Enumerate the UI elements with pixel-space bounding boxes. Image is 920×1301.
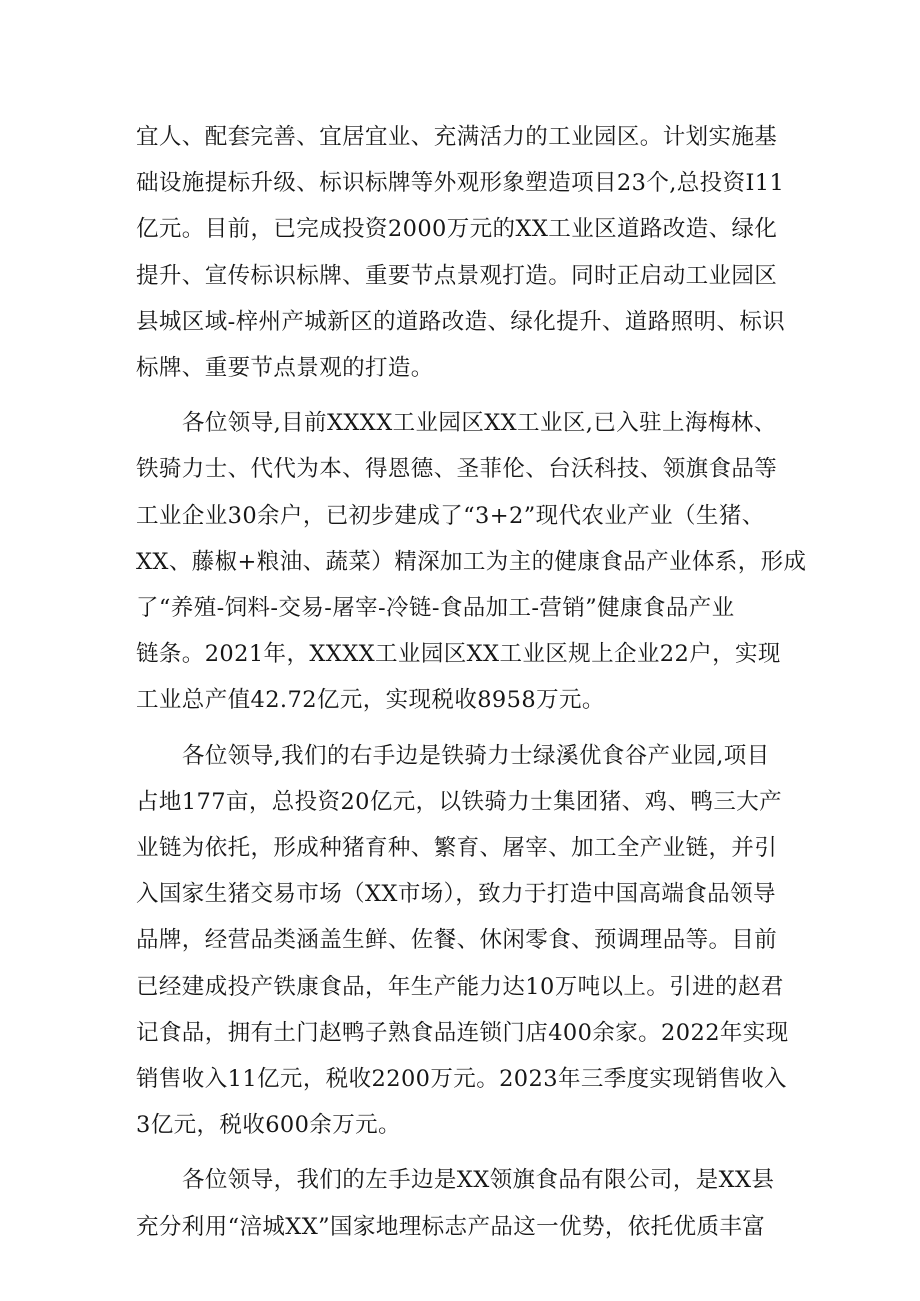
text-line: 础设施提标升级、标识标牌等外观形象塑造项目23个,总投资I11 xyxy=(136,170,785,197)
text-line: 铁骑力士、代代为本、得恩德、圣菲伦、台沃科技、领旗食品等 xyxy=(136,456,778,483)
text-line: 各位领导，我们的左手边是XX领旗食品有限公司，是XX县 xyxy=(182,1167,775,1194)
text-line: 链条。2021年，XXXX工业园区XX工业区规上企业22户，实现 xyxy=(136,641,781,668)
paragraph-enterprises-overview xyxy=(136,400,807,723)
text-line: 入国家生猪交易市场（XX市场），致力于打造中国高端食品领导 xyxy=(136,881,776,908)
text-line: 提升、宣传标识标牌、重要节点景观打造。同时正启动工业园区 xyxy=(136,262,778,289)
text-line: 3亿元，税收600余万元。 xyxy=(136,1112,401,1139)
text-line: 销售收入11亿元，税收2200万元。2023年三季度实现销售收入 xyxy=(136,1066,787,1093)
text-line: 充分利用“涪城XX”国家地理标志产品这一优势，依托优质丰富 xyxy=(136,1213,766,1240)
paragraph-industrial-park-upgrade xyxy=(136,114,792,391)
document-body xyxy=(136,114,807,1250)
text-line: 工业总产值42.72亿元，实现税收8958万元。 xyxy=(136,687,605,714)
text-line: 各位领导,我们的右手边是铁骑力士绿溪优食谷产业园,项目 xyxy=(182,742,770,769)
text-line: 工业企业30余户，已初步建成了“3+2”现代农业产业（生猪、 xyxy=(136,502,765,529)
text-line: 占地177亩，总投资20亿元，以铁骑力士集团猪、鸡、鸭三大产 xyxy=(136,788,783,815)
text-line: 各位领导,目前XXXX工业园区XX工业区,已入驻上海梅林、 xyxy=(182,410,777,437)
text-line: 标牌、重要节点景观的打造。 xyxy=(136,355,434,382)
paragraph-food-valley-park xyxy=(136,733,792,1149)
paragraph-gap xyxy=(136,724,792,733)
text-line: 已经建成投产铁康食品，年生产能力达10万吨以上。引进的赵君 xyxy=(136,973,784,1000)
text-line: 记食品，拥有土门赵鸭子熟食品连锁门店400余家。2022年实现 xyxy=(136,1019,789,1046)
paragraph-lingqi-food xyxy=(136,1157,792,1249)
text-line: XX、藤椒+粮油、蔬菜）精深加工为主的健康食品产业体系，形成 xyxy=(136,548,807,575)
text-line: 宜人、配套完善、宜居宜业、充满活力的工业园区。计划实施基 xyxy=(136,124,778,150)
text-line: 了“养殖-饲料-交易-屠宰-冷链-食品加工-营销”健康食品产业 xyxy=(136,595,735,622)
paragraph-gap xyxy=(136,391,792,400)
text-line: 亿元。目前，已完成投资2000万元的XX工业区道路改造、绿化 xyxy=(136,216,778,243)
text-line: 品牌，经营品类涵盖生鲜、佐餐、休闲零食、预调理品等。目前 xyxy=(136,927,778,954)
text-line: 县城区域-梓州产城新区的道路改造、绿化提升、道路照明、标识 xyxy=(136,308,786,335)
paragraph-gap xyxy=(136,1148,792,1157)
text-line: 业链为依托，形成种猪育种、繁育、屠宰、加工全产业链，并引 xyxy=(136,835,778,862)
